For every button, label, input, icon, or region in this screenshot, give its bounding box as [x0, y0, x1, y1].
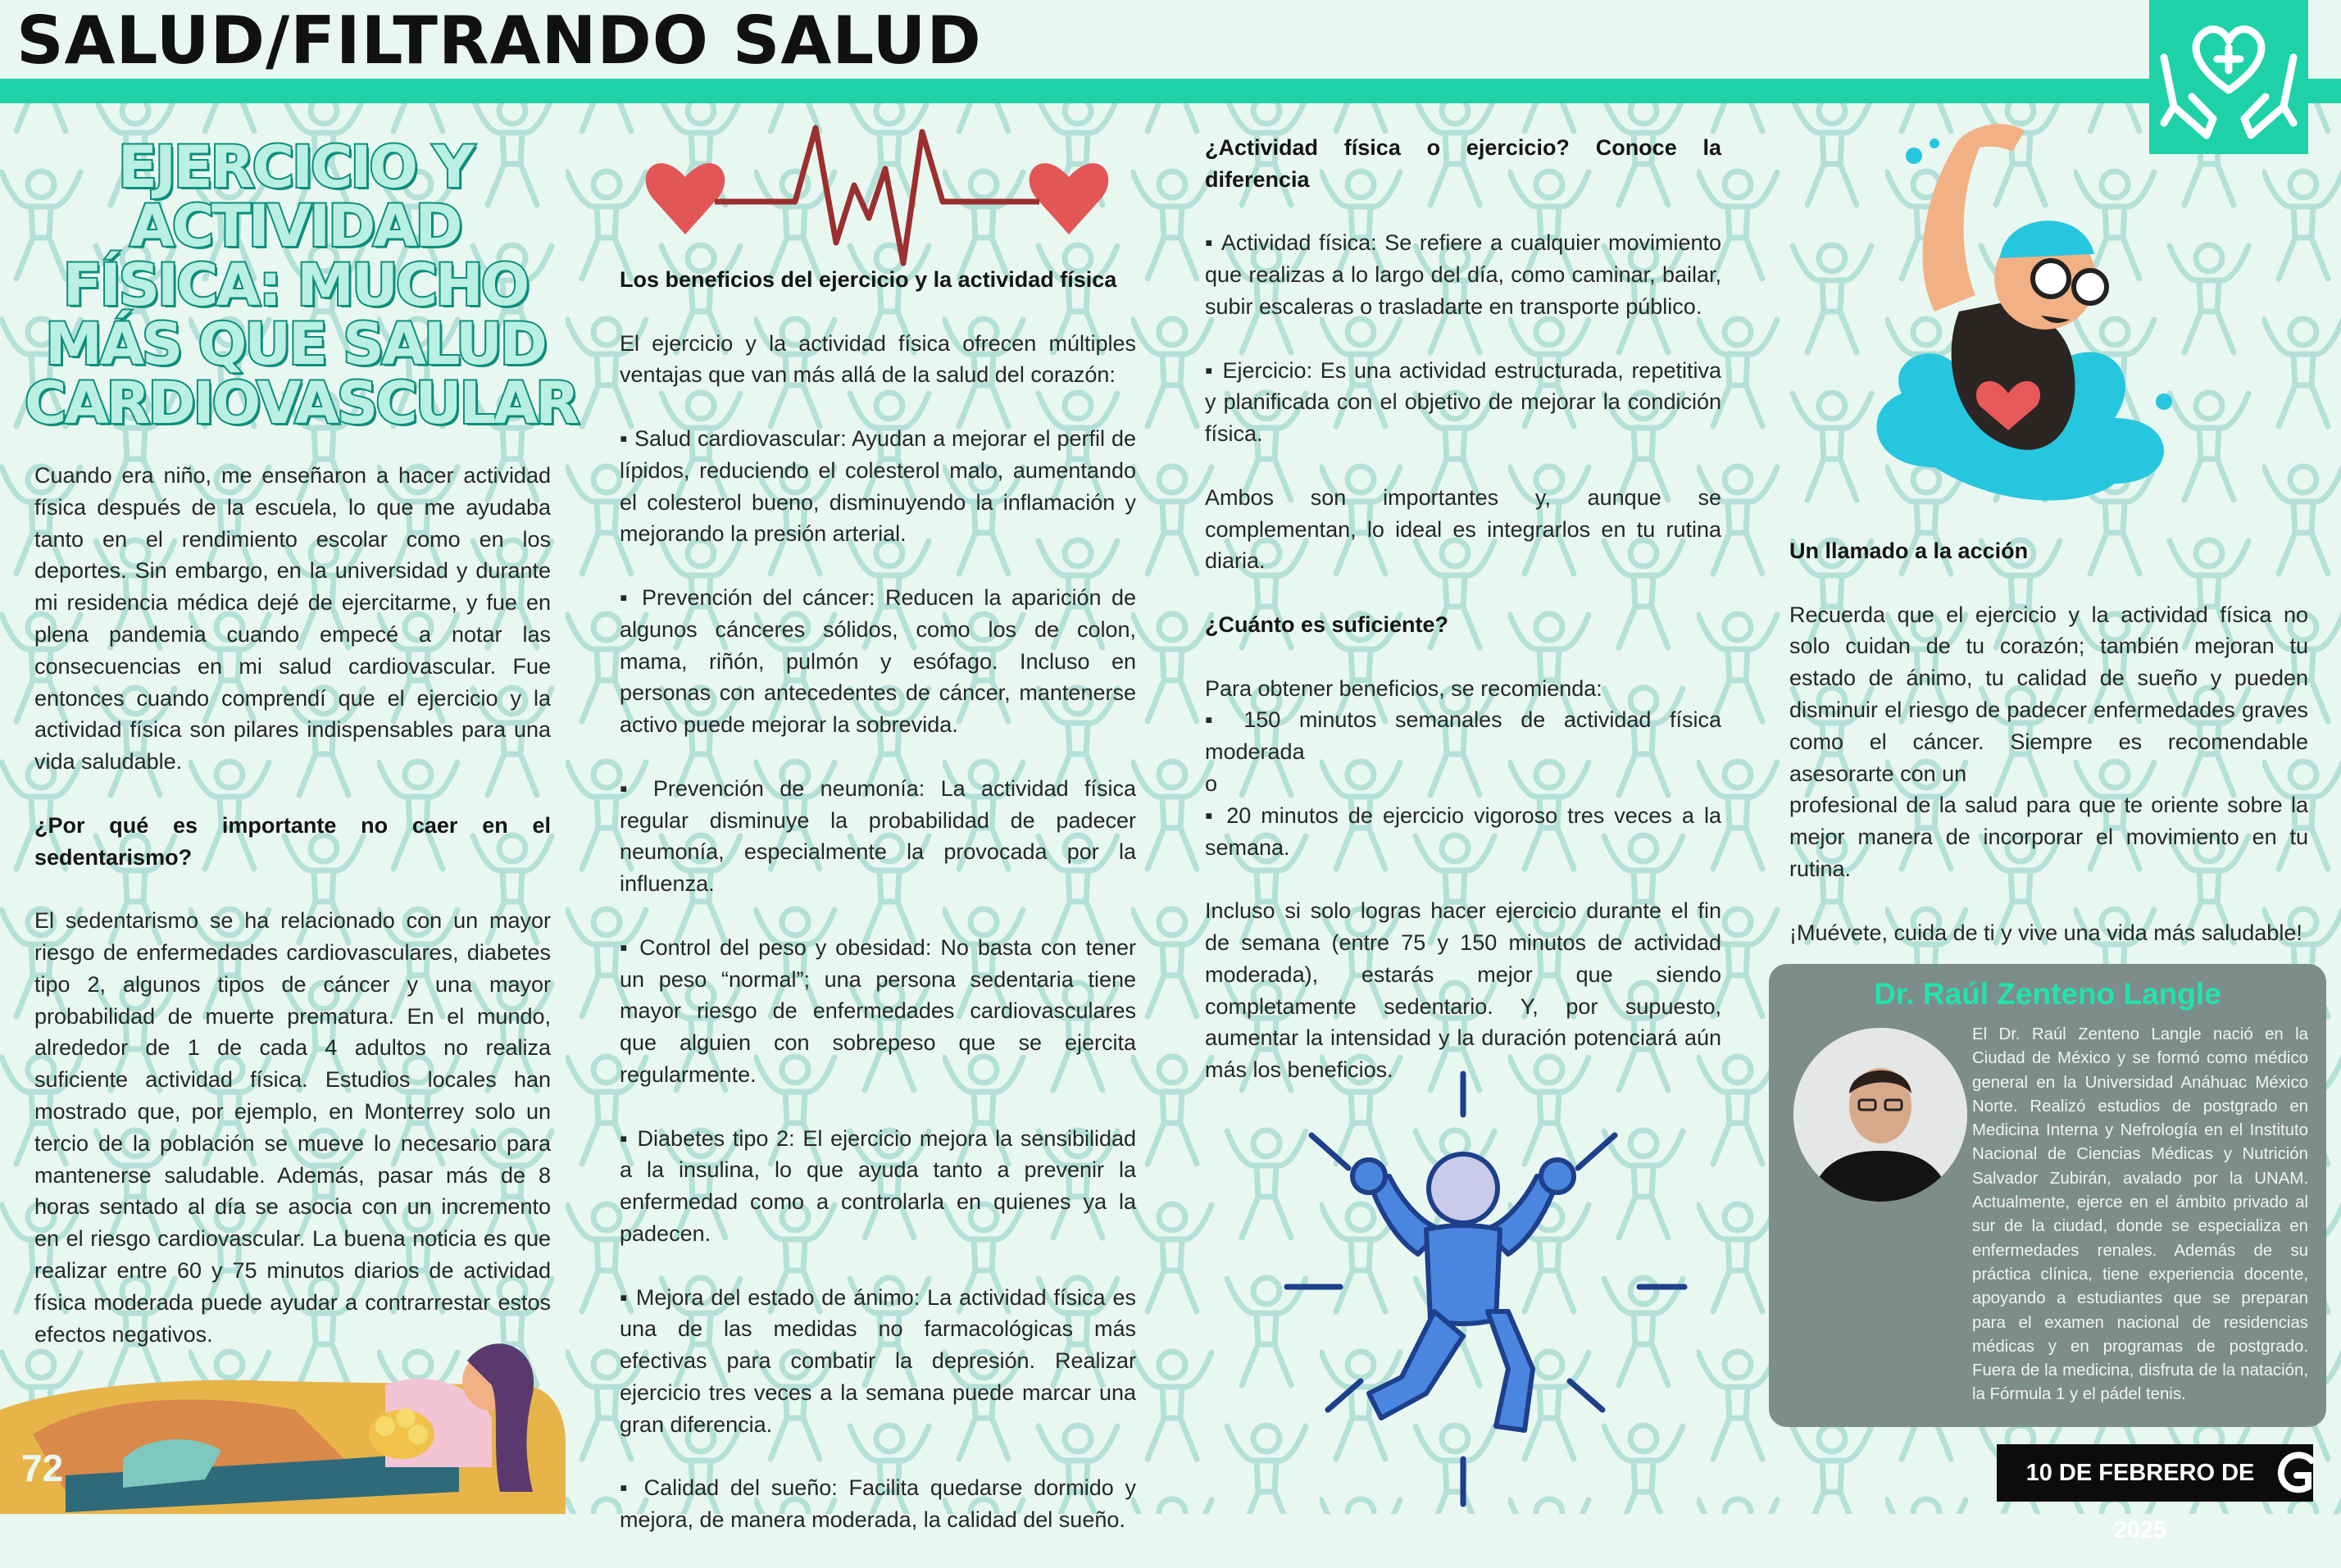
author-bio: El Dr. Raúl Zenteno Langle nació en la Ciudad de México y se formó como médico general en la Universidad Anáhuac México Norte. Realizó estudios de postgrado en Medicina Interna y Nefrología en el Instituto Nacional de Ciencias Médicas y Nutrición Salvador Zubirán, avalado por la UNAM. Actualmente, ejerce en el ámbito privado al sur de la ciudad, donde se especializa en enfermedades renales. Además de su práctica clínica, tiene experiencia docente, apoyando a estudiantes que se preparan para el examen nacional de residencias médicas y en programas de postgrado. Fuera de la medicina, disfruta de la natación, la Fórmula 1 y el pádel tenis. — [1972, 1025, 2308, 1404]
column-2 — [620, 264, 1136, 1568]
resting-person-illustration — [0, 1336, 574, 1514]
benefit-item: ▪ Mejora del estado de ánimo: La actividad física es una de las medidas no farmacológicas más efectivas para combatir la depresión. Realizar ejercicio tres veces a la semana puede marcar una gran diferencia. — [620, 1284, 1136, 1437]
column-1 — [34, 460, 551, 1382]
column-3 — [1205, 132, 1721, 1118]
benefit-item: ▪ Calidad del sueño: Facilita quedarse dormido y mejora, de manera moderada, la calidad del sueño. — [620, 1475, 1136, 1533]
sedentarismo-paragraph: El sedentarismo se ha relacionado con un mayor riesgo de enfermedades cardiovasculares, diabetes tipo 2, algunos tipos de cáncer y una mayor probabilidad de muerte prematura. En el mundo, alrededor de 1 de cada 4 adultos no realiza suficiente actividad física. Estudios locales han mostrado que, por ejemplo, en Monterrey solo un tercio de la población se mueve lo necesario para mantenerse saludable. Además, pasar más de 8 horas sentado al día se asocia con un incremento en el riesgo cardiovascular. La buena noticia es que realizar entre 60 y 75 minutos diarios de actividad física moderada puede ayudar a contrarrestar estos efectos negativos. — [34, 908, 551, 1347]
page-header — [0, 0, 2341, 105]
jumping-person-illustration — [1279, 1066, 1689, 1508]
swimmer-illustration — [1836, 123, 2221, 549]
column-4 — [1789, 535, 2308, 980]
subheading-suficiente: ¿Cuánto es suficiente? — [1205, 611, 1449, 637]
author-photo — [1793, 1028, 1967, 1202]
section-title: SALUD/FILTRANDO SALUD — [16, 2, 982, 79]
beneficios-intro: El ejercicio y la actividad física ofrecen múltiples ventajas que van más allá de la salud del corazón: — [620, 330, 1136, 388]
author-bio-card — [1769, 964, 2326, 1427]
subheading-sedentarismo: ¿Por qué es importante no caer en el sedentarismo? — [34, 812, 551, 870]
closing-line: ¡Muévete, cuida de ti y vive una vida más saludable! — [1789, 920, 2302, 945]
benefit-item: ▪ Prevención del cáncer: Reducen la aparición de algunos cánceres sólidos, como los de colon, mama, riñón, pulmón y esófago. Incluso en personas con antecedentes de cáncer, mantenerse activo puede mejorar la sobrevida. — [620, 584, 1136, 738]
header-accent-bar — [0, 79, 2341, 103]
benefit-item: ▪ Prevención de neumonía: La actividad física regular disminuye la probabilidad de padecer neumonía, especialmente la provocada por la influenza. — [620, 775, 1136, 897]
subheading-diferencia: ¿Actividad física o ejercicio? Conoce la diferencia — [1205, 135, 1721, 192]
weekend-paragraph: Incluso si solo logras hacer ejercicio durante el fin de semana (entre 75 y 150 minutos de actividad moderada), estarás mejor que siendo completamente sedentario. Y, por supuesto, aumentar la intensidad y la duración potenciará aún más los beneficios. — [1205, 898, 1721, 1083]
subheading-beneficios: Los beneficios del ejercicio y la actividad física — [620, 267, 1117, 292]
recommend-item: ▪ 150 minutos semanales de actividad física moderada — [1205, 707, 1721, 765]
author-name: Dr. Raúl Zenteno Langle — [1874, 977, 2221, 1011]
definition-item: ▪ Actividad física: Se refiere a cualquier movimiento que realizas a lo largo del día, como caminar, bailar, subir escaleras o trasladarte en transporte público. — [1205, 230, 1721, 319]
benefit-item: ▪ Control del peso y obesidad: No basta con tener un peso “normal”; una persona sedentaria tiene mayor riesgo de enfermedades cardiovasculares que alguien con sobrepeso que se ejercita regularmente. — [620, 934, 1136, 1087]
heartbeat-icon — [639, 120, 1115, 267]
issue-date-badge — [1997, 1444, 2313, 1543]
intro-paragraph: Cuando era niño, me enseñaron a hacer actividad física después de la escuela, lo que me ayudaba tanto en el rendimiento escolar como en los deportes. Sin embargo, en la universidad y durante mi residencia médica dejé de ejercitarme, y fue en plena pandemia cuando empecé a notar las consecuencias en mi salud cardiovascular. Fue entonces cuando comprendí que el ejercicio y la actividad física son pilares indispensables para una vida saludable. — [34, 463, 551, 775]
issue-date: 10 DE FEBRERO DE 2025 — [2025, 1460, 2255, 1543]
recommend-intro: Para obtener beneficios, se recomienda: — [1205, 675, 1602, 701]
ambos-paragraph: Ambos son importantes y, aunque se complementan, lo ideal es integrarlos en tu rutina diaria. — [1205, 484, 1721, 574]
article-headline: EJERCICIO Y ACTIVIDAD FÍSICA: MUCHO MÁS QUE SALUD CARDIOVASCULAR — [25, 134, 578, 437]
page-number: 72 — [21, 1447, 64, 1489]
benefit-item: ▪ Diabetes tipo 2: El ejercicio mejora la sensibilidad a la insulina, lo que ayuda tanto a prevenir la enfermedad como a controlarla en quienes ya la padecen. — [620, 1125, 1136, 1246]
llamado-paragraph-continued: profesional de la salud para que te oriente sobre la mejor manera de incorporar el movimiento en tu rutina. — [1789, 793, 2308, 881]
definition-item: ▪ Ejercicio: Es una actividad estructurada, repetitiva y planificada con el objetivo de mejorar la condición física. — [1205, 357, 1721, 447]
recommend-item: ▪ 20 minutos de ejercicio vigoroso tres veces a la semana. — [1205, 802, 1721, 860]
benefit-item: ▪ Salud cardiovascular: Ayudan a mejorar el perfil de lípidos, reduciendo el colesterol malo, aumentando el colesterol bueno, disminuyendo la inflamación y mejorando la presión arterial. — [620, 425, 1136, 547]
recommend-or: o — [1205, 770, 1218, 796]
llamado-paragraph: Recuerda que el ejercicio y la actividad física no solo cuidan de tu corazón; también mejoran tu estado de ánimo, tu calidad de sueño y pueden disminuir el riesgo de padecer enfermedades graves como el cáncer. Siempre es recomendable asesorarte con un — [1789, 602, 2308, 786]
subheading-llamado: Un llamado a la acción — [1789, 539, 2029, 563]
publisher-logo-icon — [2275, 1451, 2318, 1497]
